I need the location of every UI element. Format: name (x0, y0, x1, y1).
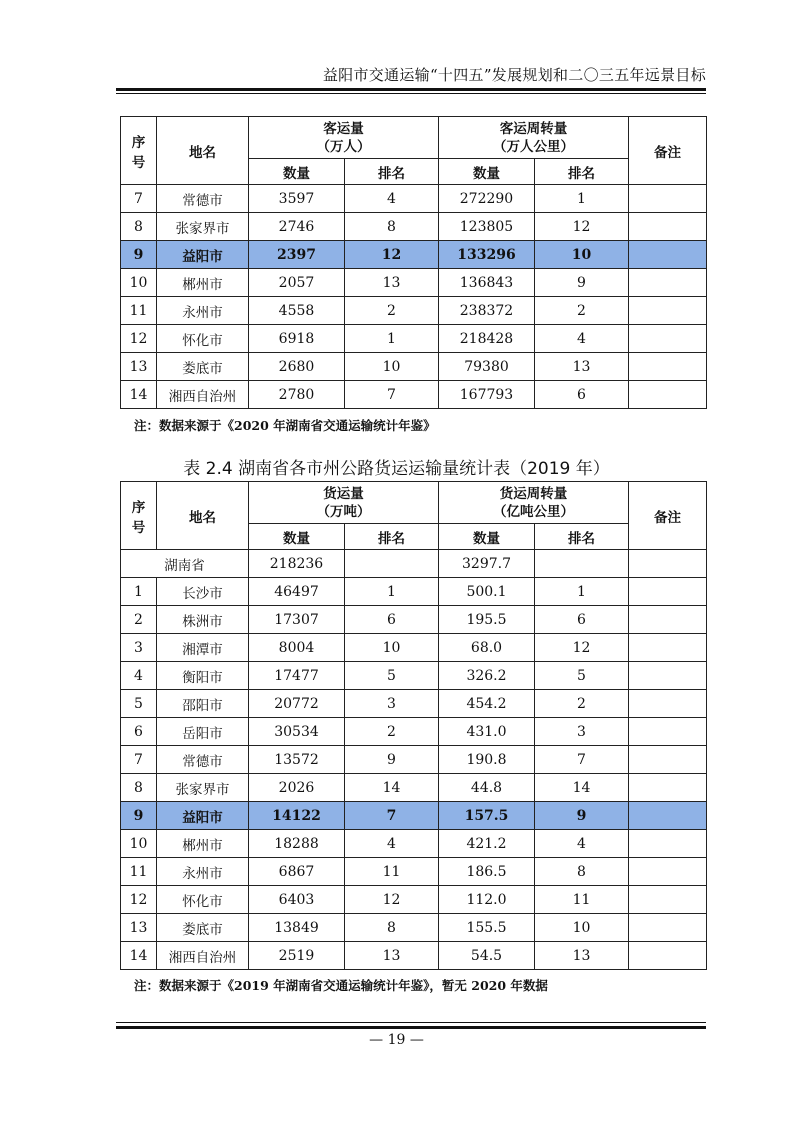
qty-cell: 2746 (249, 213, 345, 241)
table-row (121, 830, 707, 858)
province-total-row (121, 550, 707, 578)
table-row (121, 858, 707, 886)
col-qty-header: 数量 (249, 159, 345, 185)
remark-cell (629, 914, 707, 942)
turnover-rank-cell: 3 (535, 718, 629, 746)
qty-cell: 2780 (249, 381, 345, 409)
rank-cell: 1 (345, 578, 439, 606)
seq-cell: 6 (121, 718, 157, 746)
seq-cell: 10 (121, 830, 157, 858)
seq-cell: 13 (121, 353, 157, 381)
rank-cell: 13 (345, 942, 439, 970)
seq-cell: 9 (121, 802, 157, 830)
table-row (121, 942, 707, 970)
table-row (121, 241, 707, 269)
rank-cell: 8 (345, 914, 439, 942)
table2-caption: 表 2.4 湖南省各市州公路货运运输量统计表（2019 年） (183, 459, 610, 479)
name-cell: 永州市 (157, 297, 249, 325)
remark-cell (629, 213, 707, 241)
col-rank-header: 排名 (535, 524, 629, 550)
col-remark-header: 备注 (629, 117, 707, 185)
turnover-rank-cell: 13 (535, 353, 629, 381)
table-row (121, 718, 707, 746)
rank-cell: 5 (345, 662, 439, 690)
total-rank-cell (345, 550, 439, 578)
passenger-transport-table (120, 116, 707, 409)
seq-cell: 13 (121, 914, 157, 942)
turnover-cell: 326.2 (439, 662, 535, 690)
turnover-cell: 123805 (439, 213, 535, 241)
qty-cell: 8004 (249, 634, 345, 662)
seq-cell: 8 (121, 774, 157, 802)
turnover-cell: 112.0 (439, 886, 535, 914)
table-row (121, 690, 707, 718)
name-cell: 株洲市 (157, 606, 249, 634)
rank-cell: 6 (345, 606, 439, 634)
footer-rule-thin (116, 1022, 706, 1023)
total-turnover-cell: 3297.7 (439, 550, 535, 578)
table-row (121, 213, 707, 241)
rank-cell: 4 (345, 185, 439, 213)
qty-cell: 2397 (249, 241, 345, 269)
turnover-rank-cell: 9 (535, 802, 629, 830)
remark-cell (629, 942, 707, 970)
total-remark-cell (629, 550, 707, 578)
name-cell: 郴州市 (157, 830, 249, 858)
turnover-rank-cell: 1 (535, 185, 629, 213)
col-group2-header: 客运周转量 （万人公里） (439, 117, 629, 159)
name-cell: 怀化市 (157, 886, 249, 914)
rank-cell: 10 (345, 634, 439, 662)
qty-cell: 14122 (249, 802, 345, 830)
turnover-cell: 195.5 (439, 606, 535, 634)
page-number: — 19 — (369, 1032, 424, 1048)
qty-cell: 6867 (249, 858, 345, 886)
turnover-rank-cell: 4 (535, 325, 629, 353)
rank-cell: 3 (345, 690, 439, 718)
name-cell: 郴州市 (157, 269, 249, 297)
remark-cell (629, 830, 707, 858)
col-rank-header: 排名 (535, 159, 629, 185)
remark-cell (629, 746, 707, 774)
turnover-cell: 190.8 (439, 746, 535, 774)
col-rank-header: 排名 (345, 159, 439, 185)
remark-cell (629, 269, 707, 297)
col-name-header: 地名 (157, 482, 249, 550)
turnover-rank-cell: 8 (535, 858, 629, 886)
turnover-cell: 454.2 (439, 690, 535, 718)
rank-cell: 13 (345, 269, 439, 297)
qty-cell: 4558 (249, 297, 345, 325)
qty-cell: 6918 (249, 325, 345, 353)
seq-cell: 8 (121, 213, 157, 241)
rank-cell: 7 (345, 381, 439, 409)
name-cell: 邵阳市 (157, 690, 249, 718)
turnover-cell: 79380 (439, 353, 535, 381)
remark-cell (629, 886, 707, 914)
col-seq-header: 序 号 (121, 482, 157, 550)
name-cell: 张家界市 (157, 213, 249, 241)
name-cell: 张家界市 (157, 774, 249, 802)
remark-cell (629, 381, 707, 409)
remark-cell (629, 185, 707, 213)
col-group1-header: 客运量 （万人） (249, 117, 439, 159)
turnover-cell: 167793 (439, 381, 535, 409)
remark-cell (629, 774, 707, 802)
name-cell: 湘西自治州 (157, 942, 249, 970)
qty-cell: 2680 (249, 353, 345, 381)
header-rule-thin (116, 93, 706, 94)
remark-cell (629, 606, 707, 634)
turnover-rank-cell: 6 (535, 606, 629, 634)
turnover-cell: 272290 (439, 185, 535, 213)
turnover-rank-cell: 10 (535, 914, 629, 942)
col-remark-header: 备注 (629, 482, 707, 550)
qty-cell: 2519 (249, 942, 345, 970)
turnover-rank-cell: 14 (535, 774, 629, 802)
turnover-rank-cell: 7 (535, 746, 629, 774)
name-cell: 怀化市 (157, 325, 249, 353)
remark-cell (629, 690, 707, 718)
seq-cell: 5 (121, 690, 157, 718)
col-rank-header: 排名 (345, 524, 439, 550)
rank-cell: 14 (345, 774, 439, 802)
table-row (121, 802, 707, 830)
qty-cell: 2057 (249, 269, 345, 297)
running-header: 益阳市交通运输“十四五”发展规划和二〇三五年远景目标 (322, 66, 706, 84)
seq-cell: 7 (121, 746, 157, 774)
seq-cell: 3 (121, 634, 157, 662)
turnover-cell: 155.5 (439, 914, 535, 942)
name-cell: 湘西自治州 (157, 381, 249, 409)
turnover-cell: 157.5 (439, 802, 535, 830)
seq-cell: 12 (121, 325, 157, 353)
total-qty-cell: 218236 (249, 550, 345, 578)
name-cell: 益阳市 (157, 241, 249, 269)
name-cell: 岳阳市 (157, 718, 249, 746)
turnover-cell: 133296 (439, 241, 535, 269)
turnover-cell: 500.1 (439, 578, 535, 606)
turnover-rank-cell: 13 (535, 942, 629, 970)
qty-cell: 20772 (249, 690, 345, 718)
qty-cell: 30534 (249, 718, 345, 746)
name-cell: 衡阳市 (157, 662, 249, 690)
rank-cell: 7 (345, 802, 439, 830)
col-group2-header: 货运周转量 （亿吨公里） (439, 482, 629, 524)
table-row (121, 606, 707, 634)
seq-cell: 14 (121, 942, 157, 970)
turnover-rank-cell: 10 (535, 241, 629, 269)
table-row (121, 578, 707, 606)
turnover-rank-cell: 2 (535, 297, 629, 325)
remark-cell (629, 241, 707, 269)
name-cell: 常德市 (157, 185, 249, 213)
col-qty-header: 数量 (439, 524, 535, 550)
table-row (121, 353, 707, 381)
table-row (121, 297, 707, 325)
turnover-cell: 218428 (439, 325, 535, 353)
qty-cell: 17307 (249, 606, 345, 634)
remark-cell (629, 858, 707, 886)
col-seq-header: 序 号 (121, 117, 157, 185)
rank-cell: 12 (345, 886, 439, 914)
rank-cell: 4 (345, 830, 439, 858)
qty-cell: 13572 (249, 746, 345, 774)
seq-cell: 1 (121, 578, 157, 606)
table-row (121, 634, 707, 662)
rank-cell: 12 (345, 241, 439, 269)
turnover-rank-cell: 6 (535, 381, 629, 409)
qty-cell: 46497 (249, 578, 345, 606)
rank-cell: 2 (345, 297, 439, 325)
remark-cell (629, 297, 707, 325)
seq-cell: 12 (121, 886, 157, 914)
qty-cell: 6403 (249, 886, 345, 914)
table-row (121, 185, 707, 213)
qty-cell: 18288 (249, 830, 345, 858)
turnover-cell: 54.5 (439, 942, 535, 970)
table-row (121, 662, 707, 690)
col-qty-header: 数量 (249, 524, 345, 550)
remark-cell (629, 802, 707, 830)
name-cell: 永州市 (157, 858, 249, 886)
seq-cell: 10 (121, 269, 157, 297)
total-name-cell: 湖南省 (121, 550, 249, 578)
turnover-rank-cell: 12 (535, 213, 629, 241)
table-row (121, 774, 707, 802)
turnover-rank-cell: 12 (535, 634, 629, 662)
turnover-rank-cell: 11 (535, 886, 629, 914)
turnover-cell: 186.5 (439, 858, 535, 886)
turnover-cell: 136843 (439, 269, 535, 297)
seq-cell: 11 (121, 858, 157, 886)
rank-cell: 1 (345, 325, 439, 353)
name-cell: 娄底市 (157, 914, 249, 942)
turnover-cell: 431.0 (439, 718, 535, 746)
name-cell: 长沙市 (157, 578, 249, 606)
turnover-cell: 68.0 (439, 634, 535, 662)
col-group1-header: 货运量 （万吨） (249, 482, 439, 524)
name-cell: 益阳市 (157, 802, 249, 830)
rank-cell: 11 (345, 858, 439, 886)
remark-cell (629, 353, 707, 381)
rank-cell: 2 (345, 718, 439, 746)
qty-cell: 3597 (249, 185, 345, 213)
rank-cell: 8 (345, 213, 439, 241)
turnover-rank-cell: 5 (535, 662, 629, 690)
rank-cell: 10 (345, 353, 439, 381)
rank-cell: 9 (345, 746, 439, 774)
table-row (121, 886, 707, 914)
seq-cell: 14 (121, 381, 157, 409)
name-cell: 娄底市 (157, 353, 249, 381)
table1-source-note: 注：数据来源于《2020 年湖南省交通运输统计年鉴》 (134, 418, 436, 433)
turnover-rank-cell: 4 (535, 830, 629, 858)
table-row (121, 269, 707, 297)
seq-cell: 7 (121, 185, 157, 213)
table2-source-note: 注：数据来源于《2019 年湖南省交通运输统计年鉴》，暂无 2020 年数据 (134, 978, 548, 993)
seq-cell: 11 (121, 297, 157, 325)
seq-cell: 2 (121, 606, 157, 634)
remark-cell (629, 662, 707, 690)
seq-cell: 4 (121, 662, 157, 690)
qty-cell: 13849 (249, 914, 345, 942)
qty-cell: 2026 (249, 774, 345, 802)
col-name-header: 地名 (157, 117, 249, 185)
table-row (121, 746, 707, 774)
remark-cell (629, 718, 707, 746)
turnover-cell: 421.2 (439, 830, 535, 858)
remark-cell (629, 325, 707, 353)
total-turnover-rank-cell (535, 550, 629, 578)
turnover-rank-cell: 1 (535, 578, 629, 606)
remark-cell (629, 634, 707, 662)
name-cell: 湘潭市 (157, 634, 249, 662)
turnover-rank-cell: 2 (535, 690, 629, 718)
footer-rule-thick (116, 1026, 706, 1029)
table-row (121, 914, 707, 942)
header-rule-thick (116, 88, 706, 91)
turnover-cell: 238372 (439, 297, 535, 325)
table-row (121, 325, 707, 353)
turnover-cell: 44.8 (439, 774, 535, 802)
seq-cell: 9 (121, 241, 157, 269)
freight-transport-table (120, 481, 707, 970)
name-cell: 常德市 (157, 746, 249, 774)
table-row (121, 381, 707, 409)
qty-cell: 17477 (249, 662, 345, 690)
col-qty-header: 数量 (439, 159, 535, 185)
turnover-rank-cell: 9 (535, 269, 629, 297)
remark-cell (629, 578, 707, 606)
